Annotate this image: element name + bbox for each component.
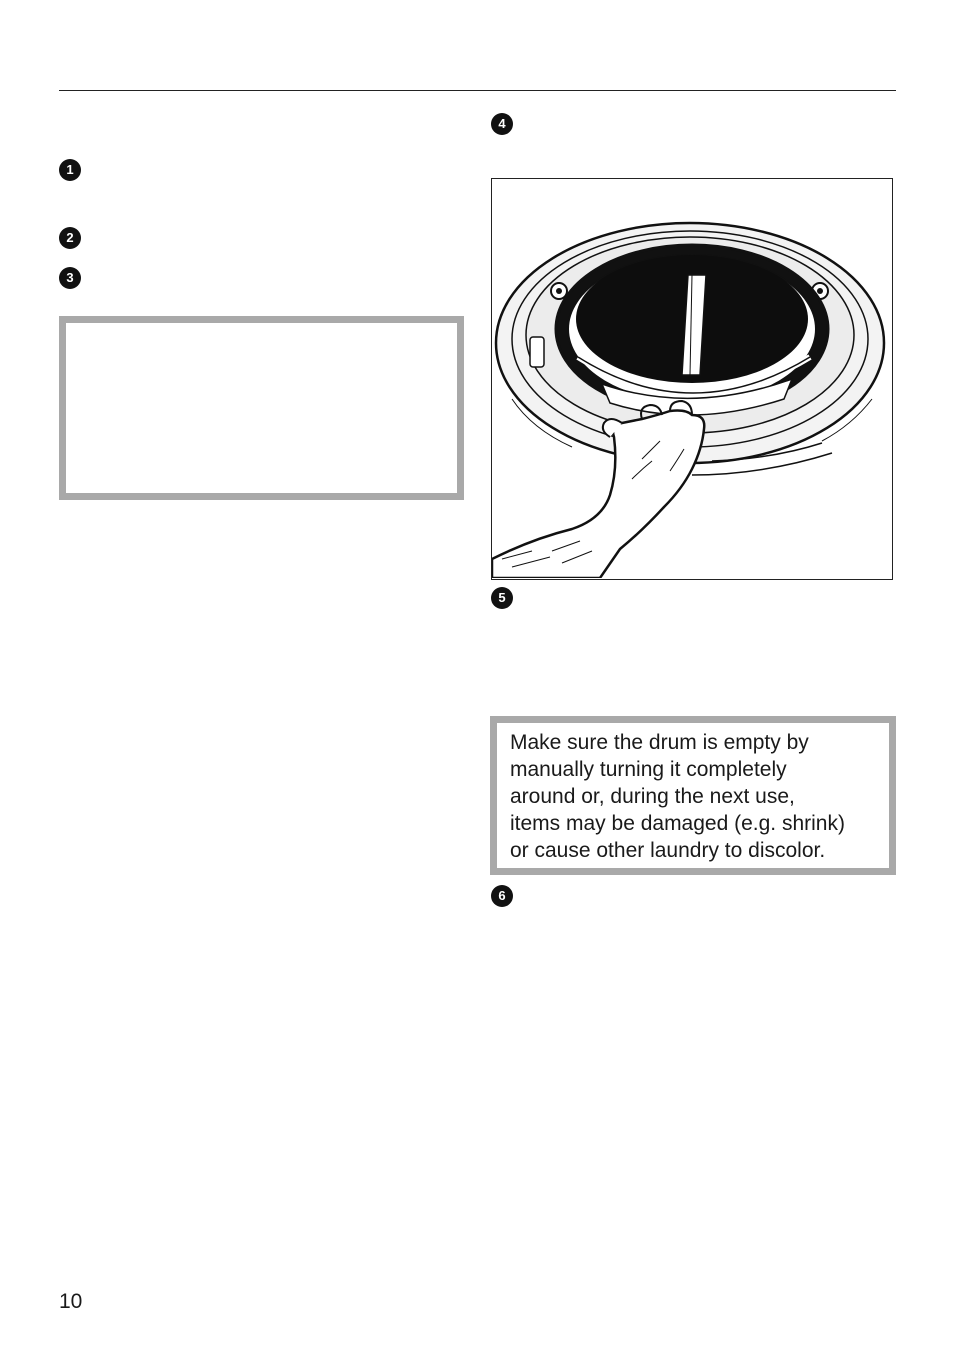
step-1-bullet: 1 [59, 159, 81, 181]
step-5-bullet: 5 [491, 587, 513, 609]
left-warning-box [59, 316, 464, 500]
page-number: 10 [59, 1290, 83, 1313]
step-3-bullet: 3 [59, 267, 81, 289]
header-rule [59, 90, 896, 91]
step-2-bullet: 2 [59, 227, 81, 249]
right-warning-box [490, 716, 896, 875]
step-4-bullet: 4 [491, 113, 513, 135]
door-latch-icon [530, 337, 544, 367]
drum-empty-warning-text: Make sure the drum is empty by manually turning it completely around or, during the next use, items may be damaged (e.g. shrink) or cause other laundry to discolor. [510, 731, 845, 862]
step-6-bullet: 6 [491, 885, 513, 907]
drum-illustration [491, 178, 893, 580]
washer-drum-drawing [492, 179, 891, 578]
